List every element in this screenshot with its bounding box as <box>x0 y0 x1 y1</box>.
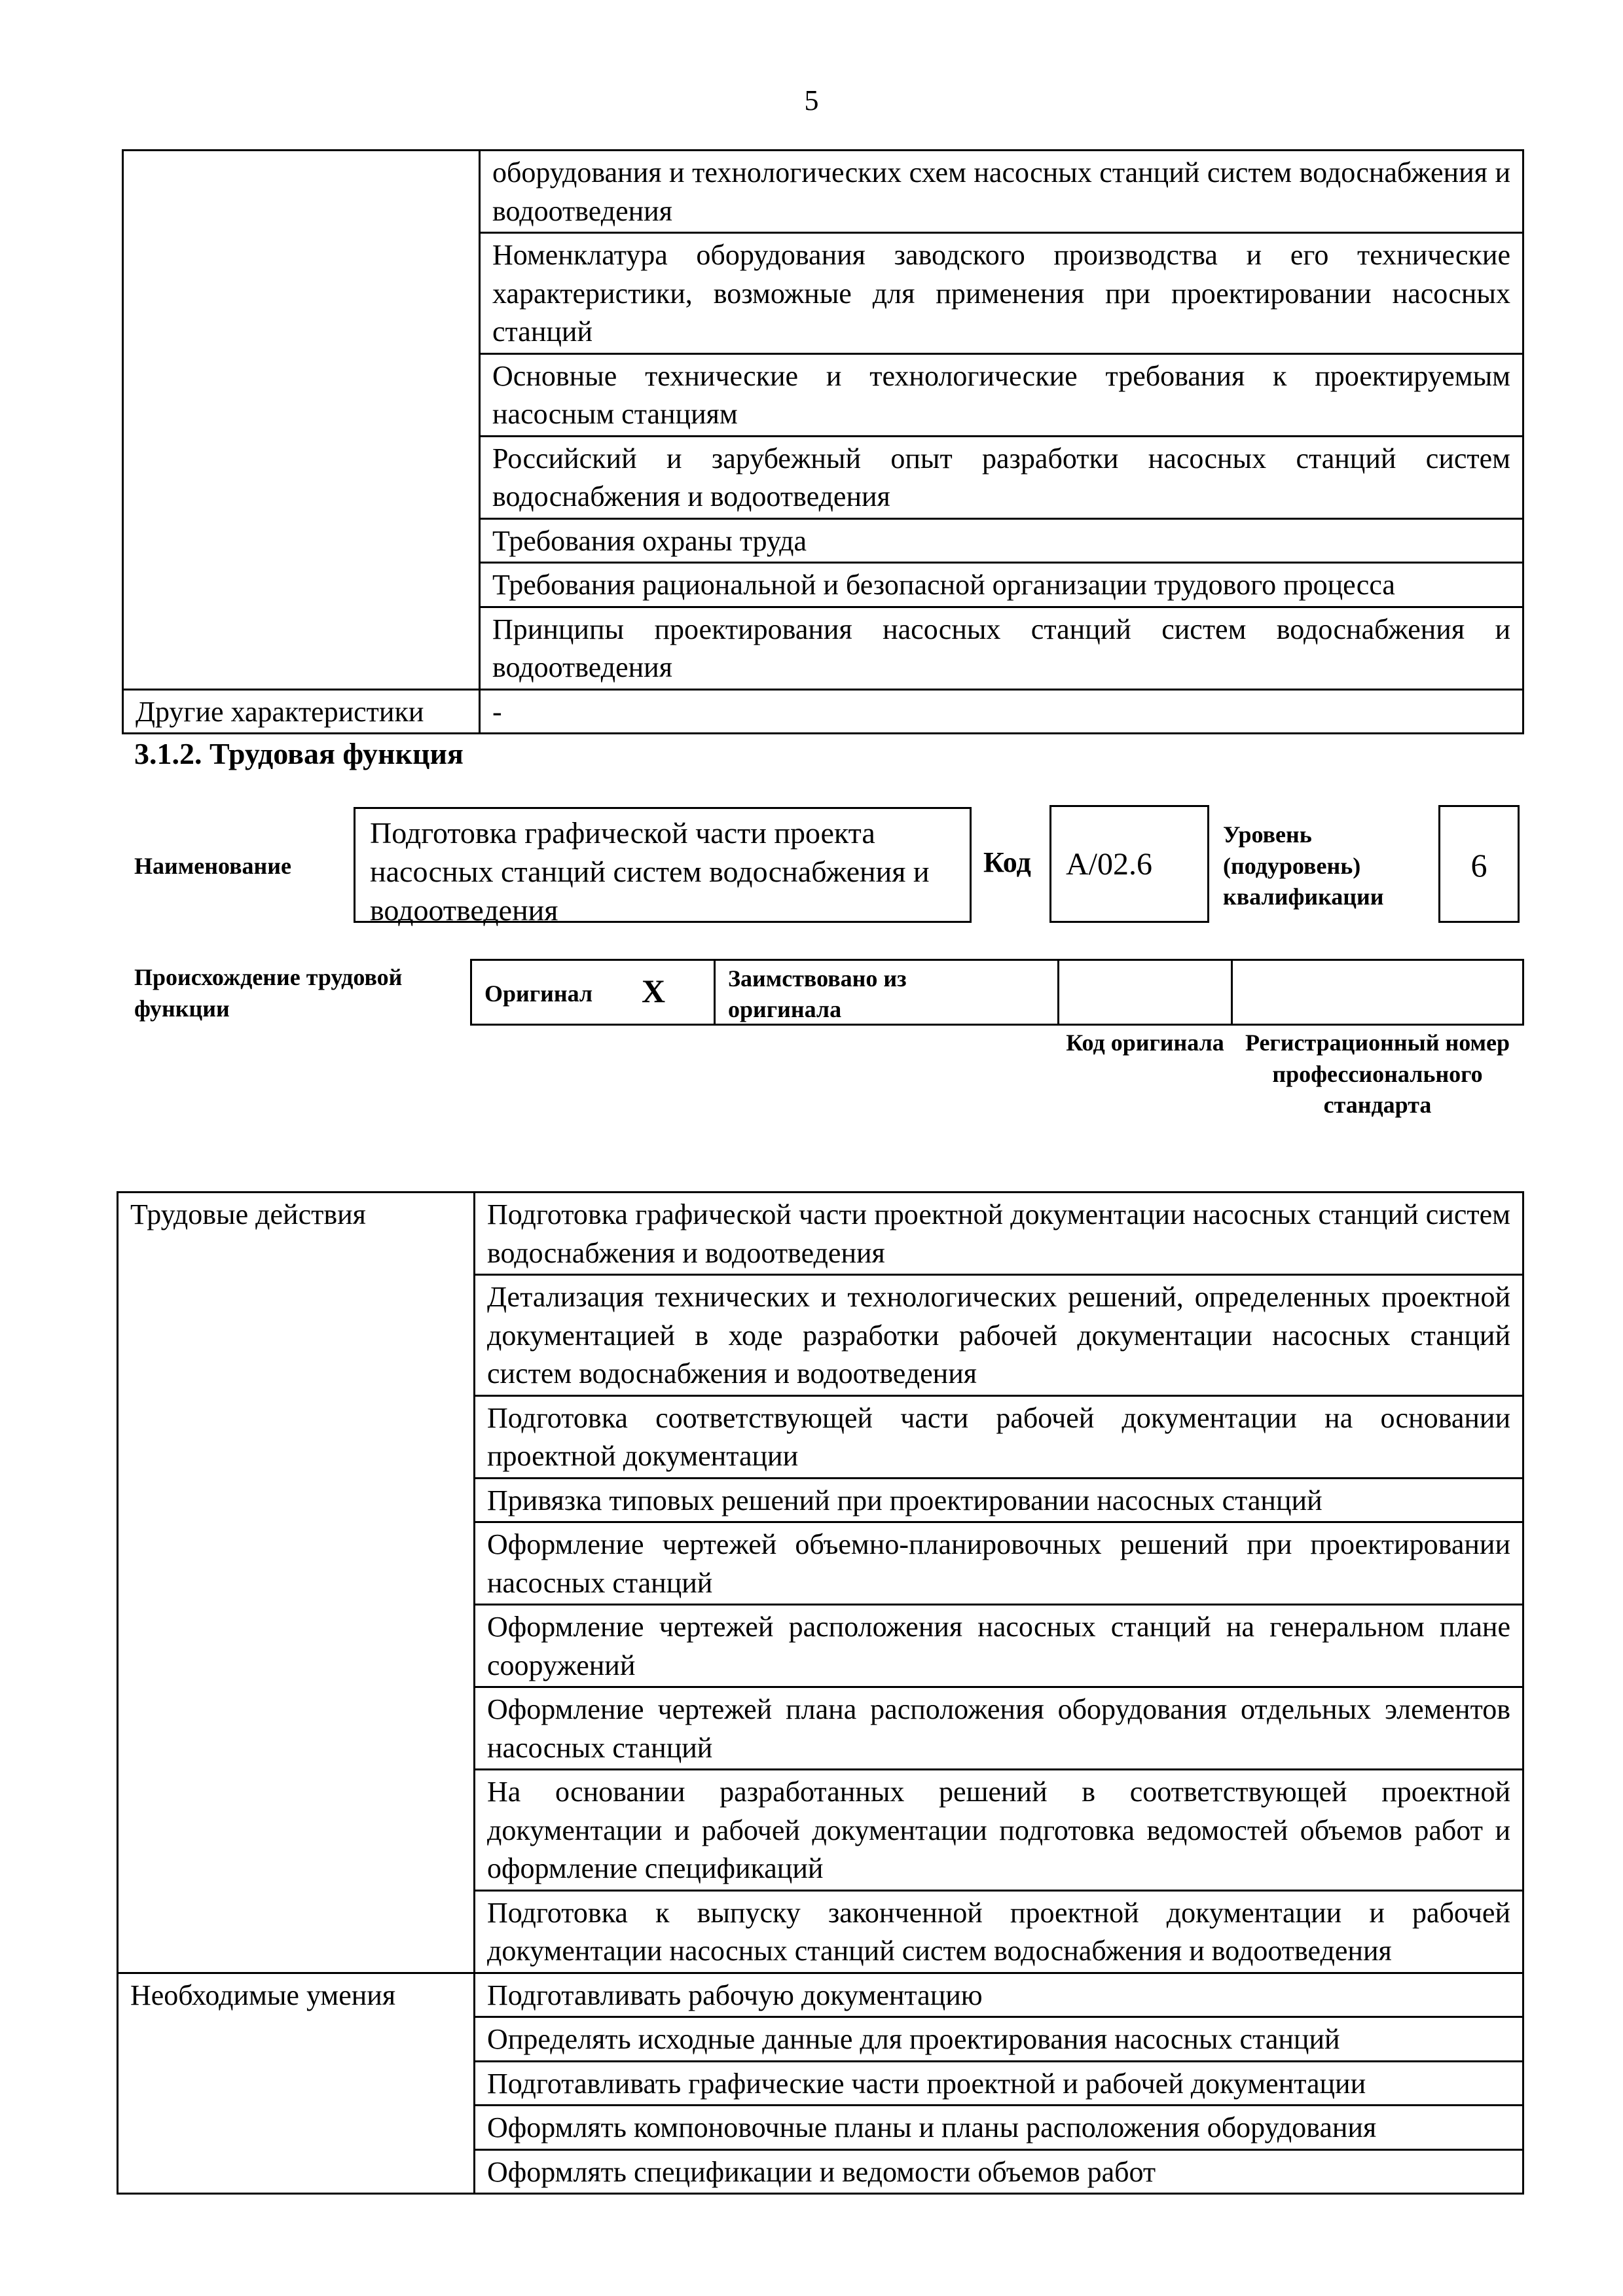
regnum-caption: Регистрационный номер профессионального стандарта <box>1245 1030 1510 1119</box>
labor-function-table-body <box>118 1193 1523 2194</box>
origin-label: Происхождение трудовой функции <box>134 964 403 1022</box>
table-row <box>123 151 1523 233</box>
level-field: 6 <box>1438 805 1520 923</box>
section-title: 3.1.2. Трудовая функция <box>134 737 464 770</box>
function-code-field: А/02.6 <box>1049 805 1209 923</box>
table-cell: Подготовка соответствующей части рабочей документации на основании проектной документации <box>475 1395 1523 1478</box>
table-cell: Требования рациональной и безопасной организации трудового процесса <box>480 563 1523 607</box>
table-cell: Оформлять компоновочные планы и планы расположения оборудования <box>475 2106 1523 2150</box>
table-cell: Определять исходные данные для проектирования насосных станций <box>475 2017 1523 2062</box>
table-cell: оборудования и технологических схем насосных станций систем водоснабжения и водоотведения <box>480 151 1523 233</box>
borrowed-label: Заимствовано из оригинала <box>728 965 907 1022</box>
table-cell: Детализация технических и технологических решений, определенных проектной документацией в ходе разработки рабочей документации насосных станций систем водоснабжения и водоотведения <box>475 1275 1523 1396</box>
level-label: Уровень (подуровень) квалификации <box>1223 821 1384 910</box>
table-cell: Привязка типовых решений при проектировании насосных станций <box>475 1478 1523 1522</box>
table-row <box>123 689 1523 734</box>
table-cell: Номенклатура оборудования заводского производства и его технические характеристики, возможные для применения при проектировании насосных станций <box>480 233 1523 354</box>
table-cell: Подготавливать графические части проектной и рабочей документации <box>475 2061 1523 2106</box>
knowledge-table-body <box>123 151 1523 734</box>
function-name-field: Подготовка графической части проекта насосных станций систем водоснабжения и водоотведения <box>354 807 972 923</box>
table-cell: Российский и зарубежный опыт разработки насосных станций систем водоснабжения и водоотведения <box>480 436 1523 518</box>
table-cell: Требования охраны труда <box>480 518 1523 563</box>
table-cell: Оформлять спецификации и ведомости объемов работ <box>475 2149 1523 2194</box>
row-group-label: Необходимые умения <box>118 1973 475 2194</box>
table-cell: Подготовка к выпуску законченной проектной документации и рабочей документации насосных станций систем водоснабжения и водоотведения <box>475 1890 1523 1973</box>
page-number: 5 <box>804 84 819 117</box>
row-group-label: Другие характеристики <box>123 689 480 734</box>
table-cell: Оформление чертежей плана расположения оборудования отдельных элементов насосных станций <box>475 1687 1523 1770</box>
table-cell: Оформление чертежей объемно-планировочных решений при проектировании насосных станций <box>475 1522 1523 1605</box>
original-check-mark: X <box>642 973 666 1009</box>
row-group-label <box>123 151 480 690</box>
table-cell: На основании разработанных решений в соответствующей проектной документации и рабочей документации подготовка ведомостей объемов работ и оформление спецификаций <box>475 1770 1523 1891</box>
code-label: Код <box>983 846 1031 878</box>
row-group-label: Трудовые действия <box>118 1193 475 1973</box>
original-label: Оригинал <box>484 980 593 1007</box>
code-original-caption: Код оригинала <box>1066 1030 1224 1056</box>
table-cell: Основные технические и технологические требования к проектируемым насосным станциям <box>480 353 1523 436</box>
table-cell: Подготавливать рабочую документацию <box>475 1973 1523 2017</box>
table-cell: Принципы проектирования насосных станций систем водоснабжения и водоотведения <box>480 607 1523 689</box>
table-cell: Подготовка графической части проектной документации насосных станций систем водоснабжения и водоотведения <box>475 1193 1523 1275</box>
table-row <box>118 1193 1523 1275</box>
table-row <box>118 1973 1523 2017</box>
name-label: Наименование <box>134 853 291 879</box>
table-cell: - <box>480 689 1523 734</box>
labor-function-table <box>117 1191 1524 2195</box>
origin-regnum-cell <box>1231 959 1524 1026</box>
origin-code-cell <box>1057 959 1233 1026</box>
knowledge-table <box>122 149 1524 734</box>
table-cell: Оформление чертежей расположения насосных станций на генеральном плане сооружений <box>475 1605 1523 1687</box>
